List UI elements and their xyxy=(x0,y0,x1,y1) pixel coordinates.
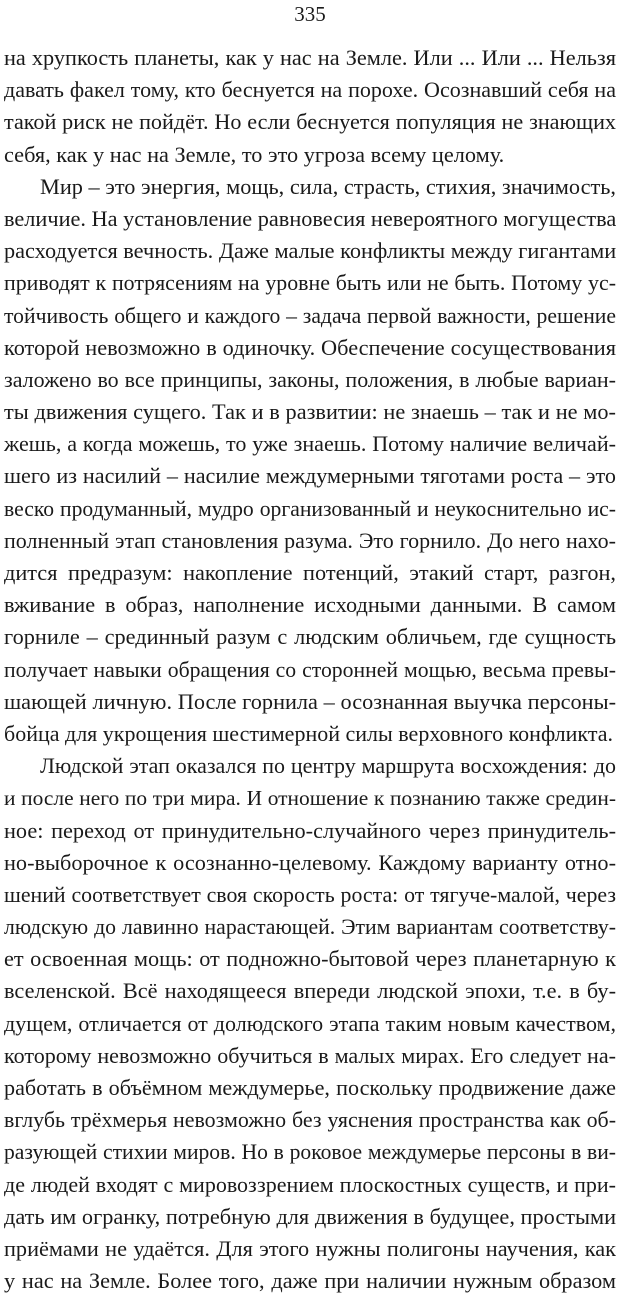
text-line: веско продуманный, мудро организованный и неукоснительно ис- xyxy=(4,496,616,521)
text-line: себя, как у нас на Земле, то это угроза всему целому. xyxy=(4,141,505,167)
text-line: но-выборочное к осознанно-целевому. Каждому варианту отно- xyxy=(4,849,616,875)
text-line: шающей личную. После горнила – осознанная выучка персоны- xyxy=(4,688,616,714)
text-line: разующей стихии миров. Но в роковое междумерье персоны в ви- xyxy=(4,1140,616,1165)
text-line: работать в объёмном междумерье, поскольку продвижение даже xyxy=(4,1075,616,1100)
text-line: полненный этап становления разума. Это горнило. До него нахо- xyxy=(4,527,616,553)
text-line: получает навыки обращения со сторонней мощью, весьма превы- xyxy=(4,657,616,682)
text-line: величие. На установление равновесия невероятного могущества xyxy=(4,205,617,231)
text-line: людскую до лавинно нарастающей. Этим вариантам соответству- xyxy=(4,915,616,940)
text-line: горниле – срединный разум с людским обличьем, где сущность xyxy=(4,624,616,650)
text-line: давать факел тому, кто беснуется на порохе. Осознавший себя на xyxy=(4,77,616,103)
text-line: дать им огранку, потребную для движения в будущее, простыми xyxy=(4,1203,616,1229)
text-line: которой невозможно в одиночку. Обеспечение сосуществования xyxy=(4,334,616,360)
body-text xyxy=(4,42,616,1297)
text-line: на хрупкость планеты, как у нас на Земле. Или ... Или ... Нельзя xyxy=(4,45,616,70)
text-line: ное: переход от принудительно-случайного через принудитель- xyxy=(4,817,616,843)
text-line: жешь, а когда можешь, то уже знаешь. Потому наличие величай- xyxy=(4,431,616,457)
text-line: Мир – это энергия, мощь, сила, страсть, стихия, значимость, xyxy=(40,173,616,199)
text-line: дится предразум: накопление потенций, этакий старт, разгон, xyxy=(4,560,616,585)
text-line: де людей входят с мировоззрением плоскостных существ, и при- xyxy=(4,1171,616,1197)
text-line: вглубь трёхмерья невозможно без уяснения пространства как об- xyxy=(4,1107,616,1133)
text-line: вселенской. Всё находящееся впереди людской эпохи, т.е. в бу- xyxy=(4,978,616,1004)
text-line: вживание в образ, наполнение исходными данными. В самом xyxy=(4,592,616,618)
text-line: Людской этап оказался по центру маршрута восхождения: до xyxy=(40,753,616,779)
text-line: шего из насилий – насилие междумерными тяготами роста – это xyxy=(4,463,616,489)
text-line: шений соответствует своя скорость роста: от тягуче-малой, через xyxy=(4,882,616,907)
text-line: такой риск не пойдёт. Но если беснуется популяция не знающих xyxy=(4,109,616,135)
text-line: заложено во все принципы, законы, положения, в любые вариан- xyxy=(4,366,616,392)
text-line: приёмами не удаётся. Для этого нужны полигоны научения, как xyxy=(4,1235,616,1261)
text-line: расходуется вечность. Даже малые конфликты между гигантами xyxy=(4,238,617,264)
text-line: ты движения сущего. Так и в развитии: не знаешь – так и не мо- xyxy=(4,399,616,425)
page-number: 335 xyxy=(294,2,326,26)
text-line: которому невозможно обучиться в малых мирах. Его следует на- xyxy=(4,1042,616,1068)
text-line: дущем, отличается от долюдского этапа таким новым качеством, xyxy=(4,1010,616,1036)
text-line: у нас на Земле. Более того, даже при наличии нужным образом xyxy=(4,1268,616,1294)
text-line: ет освоенная мощь: от подножно-бытовой через планетарную к xyxy=(4,946,616,972)
text-line: бойца для укрощения шестимерной силы верховного конфликта. xyxy=(4,720,613,746)
text-line: и после него по три мира. И отношение к познанию также средин- xyxy=(4,786,616,811)
text-line: тойчивость общего и каждого – задача первой важности, решение xyxy=(4,303,616,328)
text-line: приводят к потрясениям на уровне быть или не быть. Потому ус- xyxy=(4,270,616,296)
